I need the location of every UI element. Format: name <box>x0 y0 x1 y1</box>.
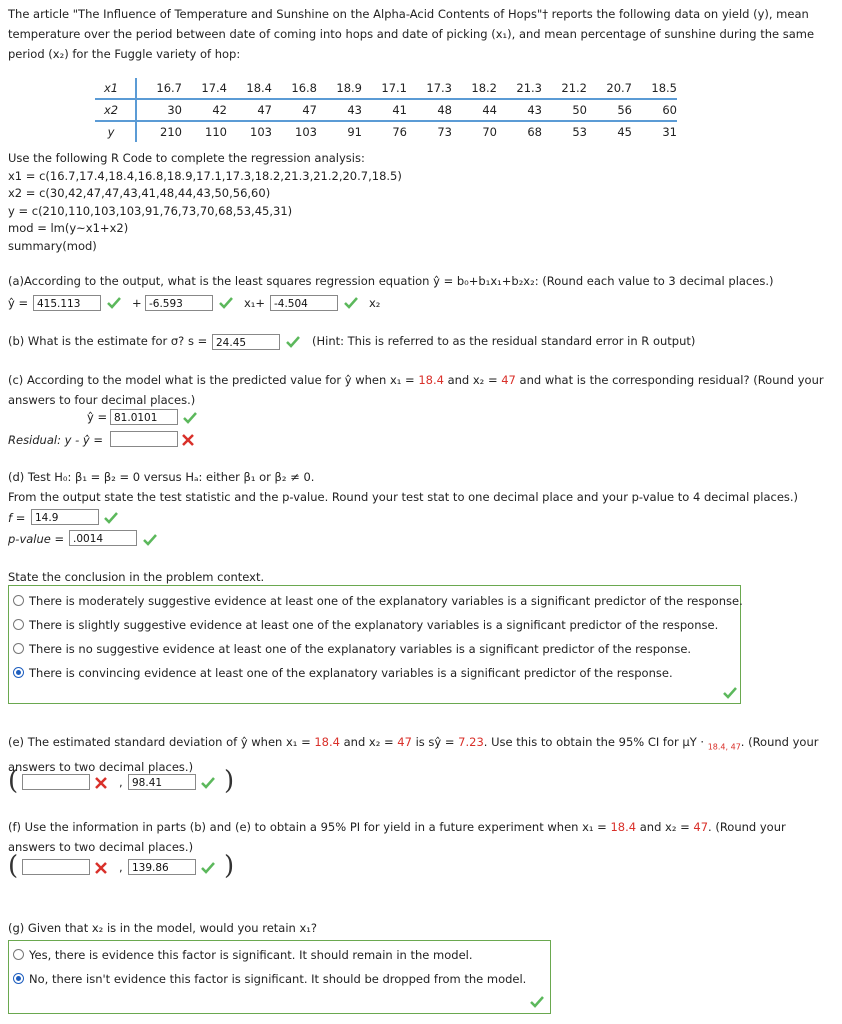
table-cell: 103 <box>250 125 272 139</box>
code-line-2: x2 = c(30,42,47,47,43,41,48,44,43,50,56,60) <box>8 186 271 201</box>
part-a-question: (a)According to the output, what is the least squares regression equation ŷ = b₀+b₁x₁+b₂x₂: (Round each value to 3 decimal places.) <box>8 274 774 288</box>
p-value-input[interactable]: .0014 <box>69 530 137 546</box>
pi-lower-input[interactable] <box>22 859 90 875</box>
table-cell: 210 <box>160 125 182 139</box>
table-cell: 91 <box>347 125 362 139</box>
part-c-x2-value: 47 <box>501 373 516 387</box>
part-f-text-c: . (Round your <box>708 820 786 834</box>
row-label-y: y <box>95 121 136 142</box>
part-f-x2-value: 47 <box>693 820 709 834</box>
option-label: There is slightly suggestive evidence at least one of the explanatory variables is a significant predictor of the response. <box>29 618 719 632</box>
close-paren: ) <box>224 851 235 881</box>
table-cell: 43 <box>317 99 362 121</box>
p-value-label: p-value = <box>8 532 65 546</box>
part-c-text-c: and what is the corresponding residual? (Round your <box>515 373 824 387</box>
part-g-question: (g) Given that x₂ is in the model, would you retain x₁? <box>8 921 318 935</box>
table-cell: 103 <box>295 125 317 139</box>
row-label-x1: x1 <box>95 78 136 99</box>
check-icon <box>143 534 157 546</box>
radio-button-selected[interactable] <box>13 973 24 984</box>
check-icon <box>530 996 544 1008</box>
part-c-question <box>8 370 834 410</box>
retain-options <box>8 940 551 1014</box>
yhat-input[interactable]: 81.0101 <box>110 409 178 425</box>
x-mark-icon <box>95 862 107 874</box>
part-e-x1-value: 18.4 <box>314 735 340 749</box>
part-f-line-2: answers to two decimal places.) <box>8 840 194 854</box>
open-paren: ( <box>8 851 19 881</box>
conclusion-prompt: State the conclusion in the problem context. <box>8 570 265 584</box>
intro-line-1: The article "The Influence of Temperature and Sunshine on the Alpha-Acid Contents of Hops"† reports the following data on yield (y), mean <box>8 7 809 21</box>
table-cell: 41 <box>362 99 407 121</box>
part-c-text-a: (c) According to the model what is the predicted value for ŷ when x₁ = <box>8 373 419 387</box>
part-e-text-b: and x₂ = <box>339 735 398 749</box>
table-cell: 16.7 <box>136 78 182 99</box>
part-e-sy-value: 7.23 <box>458 735 484 749</box>
table-cell: 18.2 <box>452 78 497 99</box>
part-c-text-b: and x₂ = <box>443 373 502 387</box>
part-f-text-a: (f) Use the information in parts (b) and (e) to obtain a 95% PI for yield in a future experiment when x₁ = <box>8 820 611 834</box>
radio-button[interactable] <box>13 643 24 654</box>
option-label: Yes, there is evidence this factor is significant. It should remain in the model. <box>29 948 473 962</box>
table-cell: 43 <box>497 99 542 121</box>
b2-input[interactable]: -4.504 <box>270 295 338 311</box>
radio-button[interactable] <box>13 949 24 960</box>
check-icon <box>723 687 737 699</box>
table-cell: 18.5 <box>632 78 677 99</box>
table-cell: 70 <box>482 125 497 139</box>
table-cell: 42 <box>182 99 227 121</box>
data-table <box>95 78 677 142</box>
part-e-question <box>8 732 834 777</box>
table-cell: 17.3 <box>407 78 452 99</box>
check-icon <box>183 412 197 424</box>
table-cell: 73 <box>437 125 452 139</box>
table-cell: 17.4 <box>182 78 227 99</box>
r-code-block <box>8 150 402 256</box>
part-c-line-2: answers to four decimal places.) <box>8 393 196 407</box>
f-stat-input[interactable]: 14.9 <box>31 509 99 525</box>
part-c-yhat-label: ŷ = <box>87 410 108 424</box>
table-cell: 44 <box>452 99 497 121</box>
table-cell: 18.4 <box>227 78 272 99</box>
close-paren: ) <box>224 766 235 796</box>
part-d-instructions: From the output state the test statistic and the p-value. Round your test stat to one decimal place and your p-value to 4 decimal places.) <box>8 490 799 504</box>
intro-line-3: period (x₂) for the Fuggle variety of hop: <box>8 47 241 61</box>
check-icon <box>344 297 358 309</box>
table-cell: 53 <box>572 125 587 139</box>
plus-sign: + <box>132 296 142 310</box>
table-cell: 47 <box>227 99 272 121</box>
part-a-yhat-label: ŷ = <box>8 296 29 310</box>
b1-input[interactable]: -6.593 <box>145 295 213 311</box>
part-b-question: (b) What is the estimate for σ? s = <box>8 334 208 348</box>
sigma-input[interactable]: 24.45 <box>212 334 280 350</box>
part-c-x1-value: 18.4 <box>418 373 444 387</box>
table-cell: 21.3 <box>497 78 542 99</box>
code-line-4: mod = lm(y~x1+x2) <box>8 221 129 236</box>
b0-input[interactable]: 415.113 <box>33 295 101 311</box>
code-line-3: y = c(210,110,103,103,91,76,73,70,68,53,45,31) <box>8 203 293 218</box>
row-label-x2: x2 <box>95 99 136 121</box>
ci-upper-input[interactable]: 98.41 <box>128 774 196 790</box>
x-mark-icon <box>182 434 194 446</box>
table-cell: 110 <box>205 125 227 139</box>
table-cell: 30 <box>136 99 182 121</box>
part-e-text-d: . Use this to obtain the 95% CI for μY · <box>483 735 708 749</box>
comma: , <box>119 860 123 874</box>
radio-button[interactable] <box>13 595 24 606</box>
radio-button[interactable] <box>13 619 24 630</box>
f-label: f = <box>8 511 26 525</box>
table-cell: 16.8 <box>272 78 317 99</box>
check-icon <box>201 777 215 789</box>
table-cell: 48 <box>407 99 452 121</box>
part-e-line-2: answers to two decimal places.) <box>8 760 194 775</box>
part-e-text-e: . (Round your <box>740 735 819 749</box>
check-icon <box>286 336 300 348</box>
table-row-y <box>95 121 677 142</box>
open-paren: ( <box>8 766 19 796</box>
option-label: There is convincing evidence at least one of the explanatory variables is a significant predictor of the response. <box>29 666 673 680</box>
part-d-hypothesis: (d) Test H₀: β₁ = β₂ = 0 versus Hₐ: either β₁ or β₂ ≠ 0. <box>8 470 315 484</box>
residual-input[interactable] <box>110 431 178 447</box>
x1-plus-label: x₁+ <box>244 296 266 310</box>
conclusion-options <box>8 585 741 704</box>
part-e-x2-value: 47 <box>397 735 412 749</box>
part-f-text-b: and x₂ = <box>636 820 694 834</box>
option-label: There is no suggestive evidence at least one of the explanatory variables is a significant predictor of the response. <box>29 642 692 656</box>
table-cell: 31 <box>662 125 677 139</box>
part-e-text-a: (e) The estimated standard deviation of ŷ when x₁ = <box>8 735 315 749</box>
code-line-5: summary(mod) <box>8 238 97 253</box>
table-row-x1 <box>95 78 677 99</box>
part-f-x1-value: 18.4 <box>610 820 637 834</box>
part-b-hint: (Hint: This is referred to as the residual standard error in R output) <box>312 334 696 348</box>
table-cell: 68 <box>527 125 542 139</box>
table-cell: 60 <box>632 99 677 121</box>
table-cell: 56 <box>587 99 632 121</box>
ci-lower-input[interactable] <box>22 774 90 790</box>
table-cell: 76 <box>392 125 407 139</box>
check-icon <box>104 512 118 524</box>
radio-button-selected[interactable] <box>13 667 24 678</box>
check-icon <box>201 862 215 874</box>
table-row-x2 <box>95 99 677 121</box>
code-intro: Use the following R Code to complete the regression analysis: <box>8 151 365 165</box>
option-label: There is moderately suggestive evidence at least one of the explanatory variables is a significant predictor of the response. <box>29 594 743 608</box>
check-icon <box>219 297 233 309</box>
table-cell: 45 <box>617 125 632 139</box>
table-cell: 47 <box>272 99 317 121</box>
check-icon <box>107 297 121 309</box>
option-label: No, there isn't evidence this factor is significant. It should be dropped from the model. <box>29 972 527 986</box>
table-cell: 21.2 <box>542 78 587 99</box>
part-e-subscript: 18.4, 47 <box>707 742 741 752</box>
table-cell: 18.9 <box>317 78 362 99</box>
x2-label: x₂ <box>369 296 381 310</box>
part-e-text-c: is sŷ = <box>411 735 459 749</box>
comma: , <box>119 775 123 789</box>
table-cell: 50 <box>542 99 587 121</box>
pi-upper-input[interactable]: 139.86 <box>128 859 196 875</box>
part-f-question <box>8 817 834 857</box>
code-line-1: x1 = c(16.7,17.4,18.4,16.8,18.9,17.1,17.3,18.2,21.3,21.2,20.7,18.5) <box>8 168 402 183</box>
table-cell: 17.1 <box>362 78 407 99</box>
residual-label: Residual: y - ŷ = <box>8 433 103 447</box>
table-cell: 20.7 <box>587 78 632 99</box>
problem-intro <box>8 4 834 64</box>
intro-line-2: temperature over the period between date of coming into hops and date of picking (x₁), and mean percentage of sunshine during the same <box>8 27 815 41</box>
x-mark-icon <box>95 777 107 789</box>
